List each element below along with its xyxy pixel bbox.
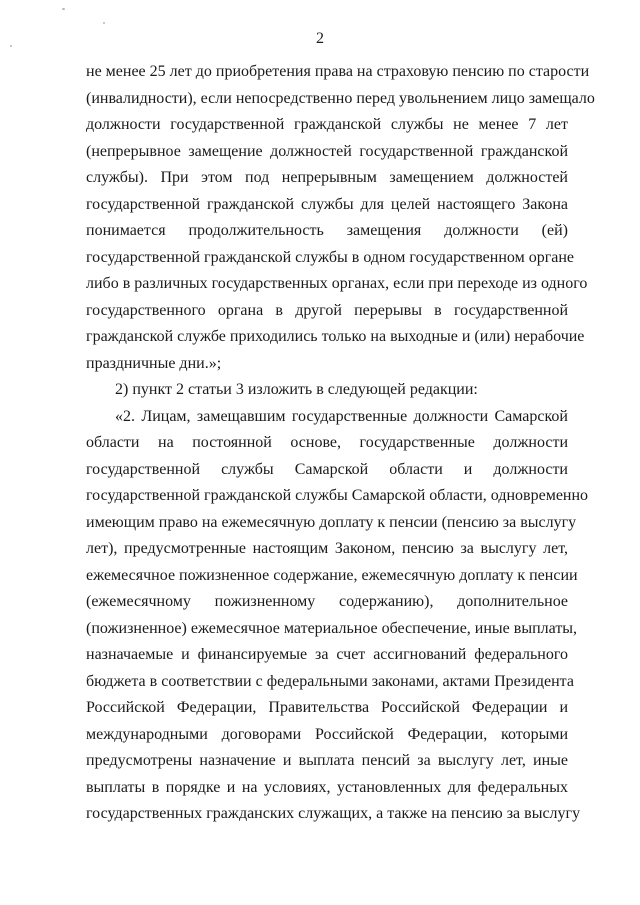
text-line: государственной гражданской службы для целей настоящего Закона: [86, 195, 568, 213]
text-line: Российской Федерации, Правительства Российской Федерации и: [86, 699, 568, 716]
text-line: (ежемесячному пожизненному содержанию), дополнительное: [86, 593, 568, 610]
scan-mark: [62, 8, 65, 10]
text-line: назначаемые и финансируемые за счет ассигнований федерального: [86, 646, 568, 663]
text-line: службы). При этом под непрерывным замещением должностей: [86, 169, 568, 186]
text-line: выплаты в порядке и на условиях, установленных для федеральных: [86, 778, 568, 796]
text-line: государственной гражданской службы в одном государственном органе: [86, 248, 575, 266]
text-line: понимается продолжительность замещения должности (ей): [86, 222, 568, 239]
text-line: должности государственной гражданской службы не менее 7 лет: [86, 116, 568, 133]
text-line: области на постоянной основе, государственные должности: [86, 434, 568, 451]
text-line: лет), предусмотренные настоящим Законом, пенсию за выслугу лет,: [86, 540, 568, 557]
text-line: ежемесячное пожизненное содержание, ежемесячную доплату к пенсии: [86, 566, 578, 584]
text-line: государственного органа в другой перерывы в государственной: [86, 301, 568, 319]
text-line: «2. Лицам, замещавшим государственные должности Самарской: [115, 407, 568, 425]
text-line: бюджета в соответствии с федеральными законами, актами Президента: [86, 672, 574, 690]
text-line: 2) пункт 2 статьи 3 изложить в следующей редакции:: [115, 381, 478, 398]
scan-mark: [103, 22, 105, 24]
page-number: 2: [316, 30, 324, 47]
text-line: (пожизненное) ежемесячное материальное обеспечение, иные выплаты,: [86, 619, 578, 637]
text-line: государственных гражданских служащих, а также на пенсию за выслугу: [86, 805, 581, 822]
text-line: государственной службы Самарской области и должности: [86, 460, 568, 478]
text-line: государственной гражданской службы Самарской области, одновременно: [86, 487, 589, 504]
text-line: международными договорами Российской Федерации, которыми: [86, 725, 568, 743]
text-line: гражданской службе приходились только на выходные и (или) нерабочие: [86, 328, 585, 345]
text-line: либо в различных государственных органах, если при переходе из одного: [86, 275, 588, 292]
scan-mark: [10, 45, 12, 47]
text-line: (инвалидности), если непосредственно перед увольнением лицо замещало: [86, 89, 595, 107]
text-line: предусмотрены назначение и выплата пенсий за выслугу лет, иные: [86, 752, 568, 769]
text-line: имеющим право на ежемесячную доплату к пенсии (пенсию за выслугу: [86, 513, 577, 531]
body-text: [86, 59, 595, 828]
text-line: не менее 25 лет до приобретения права на страховую пенсию по старости: [86, 63, 590, 80]
text-line: праздничные дни.»;: [86, 354, 222, 372]
text-line: (непрерывное замещение должностей государственной гражданской: [86, 142, 568, 160]
